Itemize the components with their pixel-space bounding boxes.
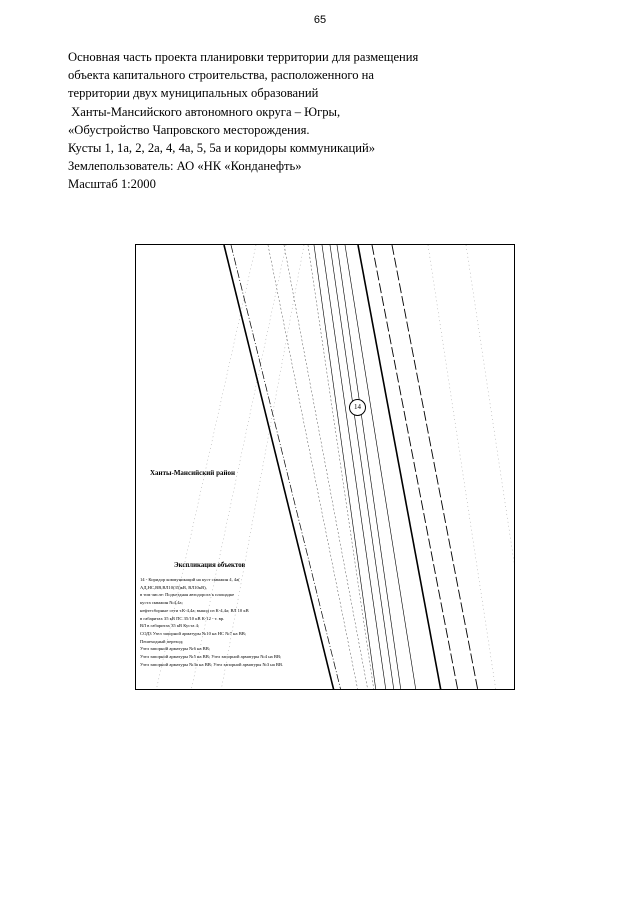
right-boundary-line — [358, 245, 441, 690]
header-line: Основная часть проекта планировки территории для размещения — [68, 50, 419, 64]
background-dotted-line — [466, 245, 515, 575]
header-line: Кусты 1, 1а, 2, 2а, 4, 4а, 5, 5а и коридоры коммуникаций» — [68, 141, 376, 156]
explication-line: нефтесборные сети т.К-4,4а; выкид из К-4,4а; ВЛ 10 кВ — [140, 607, 249, 613]
district-label: Ханты-Мансийский район — [150, 469, 236, 477]
explication-line: Пешеходный переход; — [140, 638, 184, 644]
background-dotted-line — [428, 245, 496, 690]
header-line: территории двух муниципальных образований — [68, 86, 319, 101]
explication-line: СОД3 Узел запорной арматуры №10 на НС №7 на ВВ; — [140, 630, 247, 636]
header-line: Ханты-Мансийского автономного округа – Югры, — [68, 104, 341, 119]
header-line: объекта капитального строительства, расположенного на — [68, 68, 374, 83]
explication-line: Узел запорной арматуры №3а на ВВ; Узел запорной арматуры №3 на ВВ. — [140, 661, 284, 667]
explication-line: Узел запорной арматуры №5 на ВВ; Узел запорной арматуры №4 на ВВ; — [140, 654, 282, 660]
explication-line: ВЛ в габаритах 35 кВ Куста 4; — [140, 623, 200, 629]
explication-line: Узел запорной арматуры №6 на ВВ; — [140, 646, 211, 652]
right-dashed-boundary-line — [372, 245, 458, 690]
planning-map — [135, 244, 515, 690]
explication-title: Экспликация объектов — [174, 562, 246, 569]
page-number: 65 — [313, 14, 327, 26]
explication-legend — [140, 562, 370, 668]
explication-line: АД,НС,ВВ,ВЛ10(35)кВ, ВЛ10кВ), — [140, 584, 207, 590]
document-header — [68, 48, 588, 194]
explication-line: куста скважин №4,4а; — [140, 600, 183, 606]
scale-line: Масштаб 1:2000 — [68, 177, 156, 192]
object-number-marker: 14 — [349, 399, 366, 416]
header-line: Землепользователь: АО «НК «Конданефть» — [68, 159, 302, 174]
explication-line: в габаритах 35 кВ ПС 35/10 кВ К-12 - т. вр. — [140, 615, 225, 621]
explication-line: 14 - Коридор коммуникаций на куст скважин 4, 4а( — [140, 577, 240, 582]
explication-line: в том числе: Подъездная автодорога к площадке — [140, 592, 235, 598]
header-line: «Обустройство Чапровского месторождения. — [68, 122, 310, 137]
right-dashed-boundary-line — [392, 245, 478, 690]
